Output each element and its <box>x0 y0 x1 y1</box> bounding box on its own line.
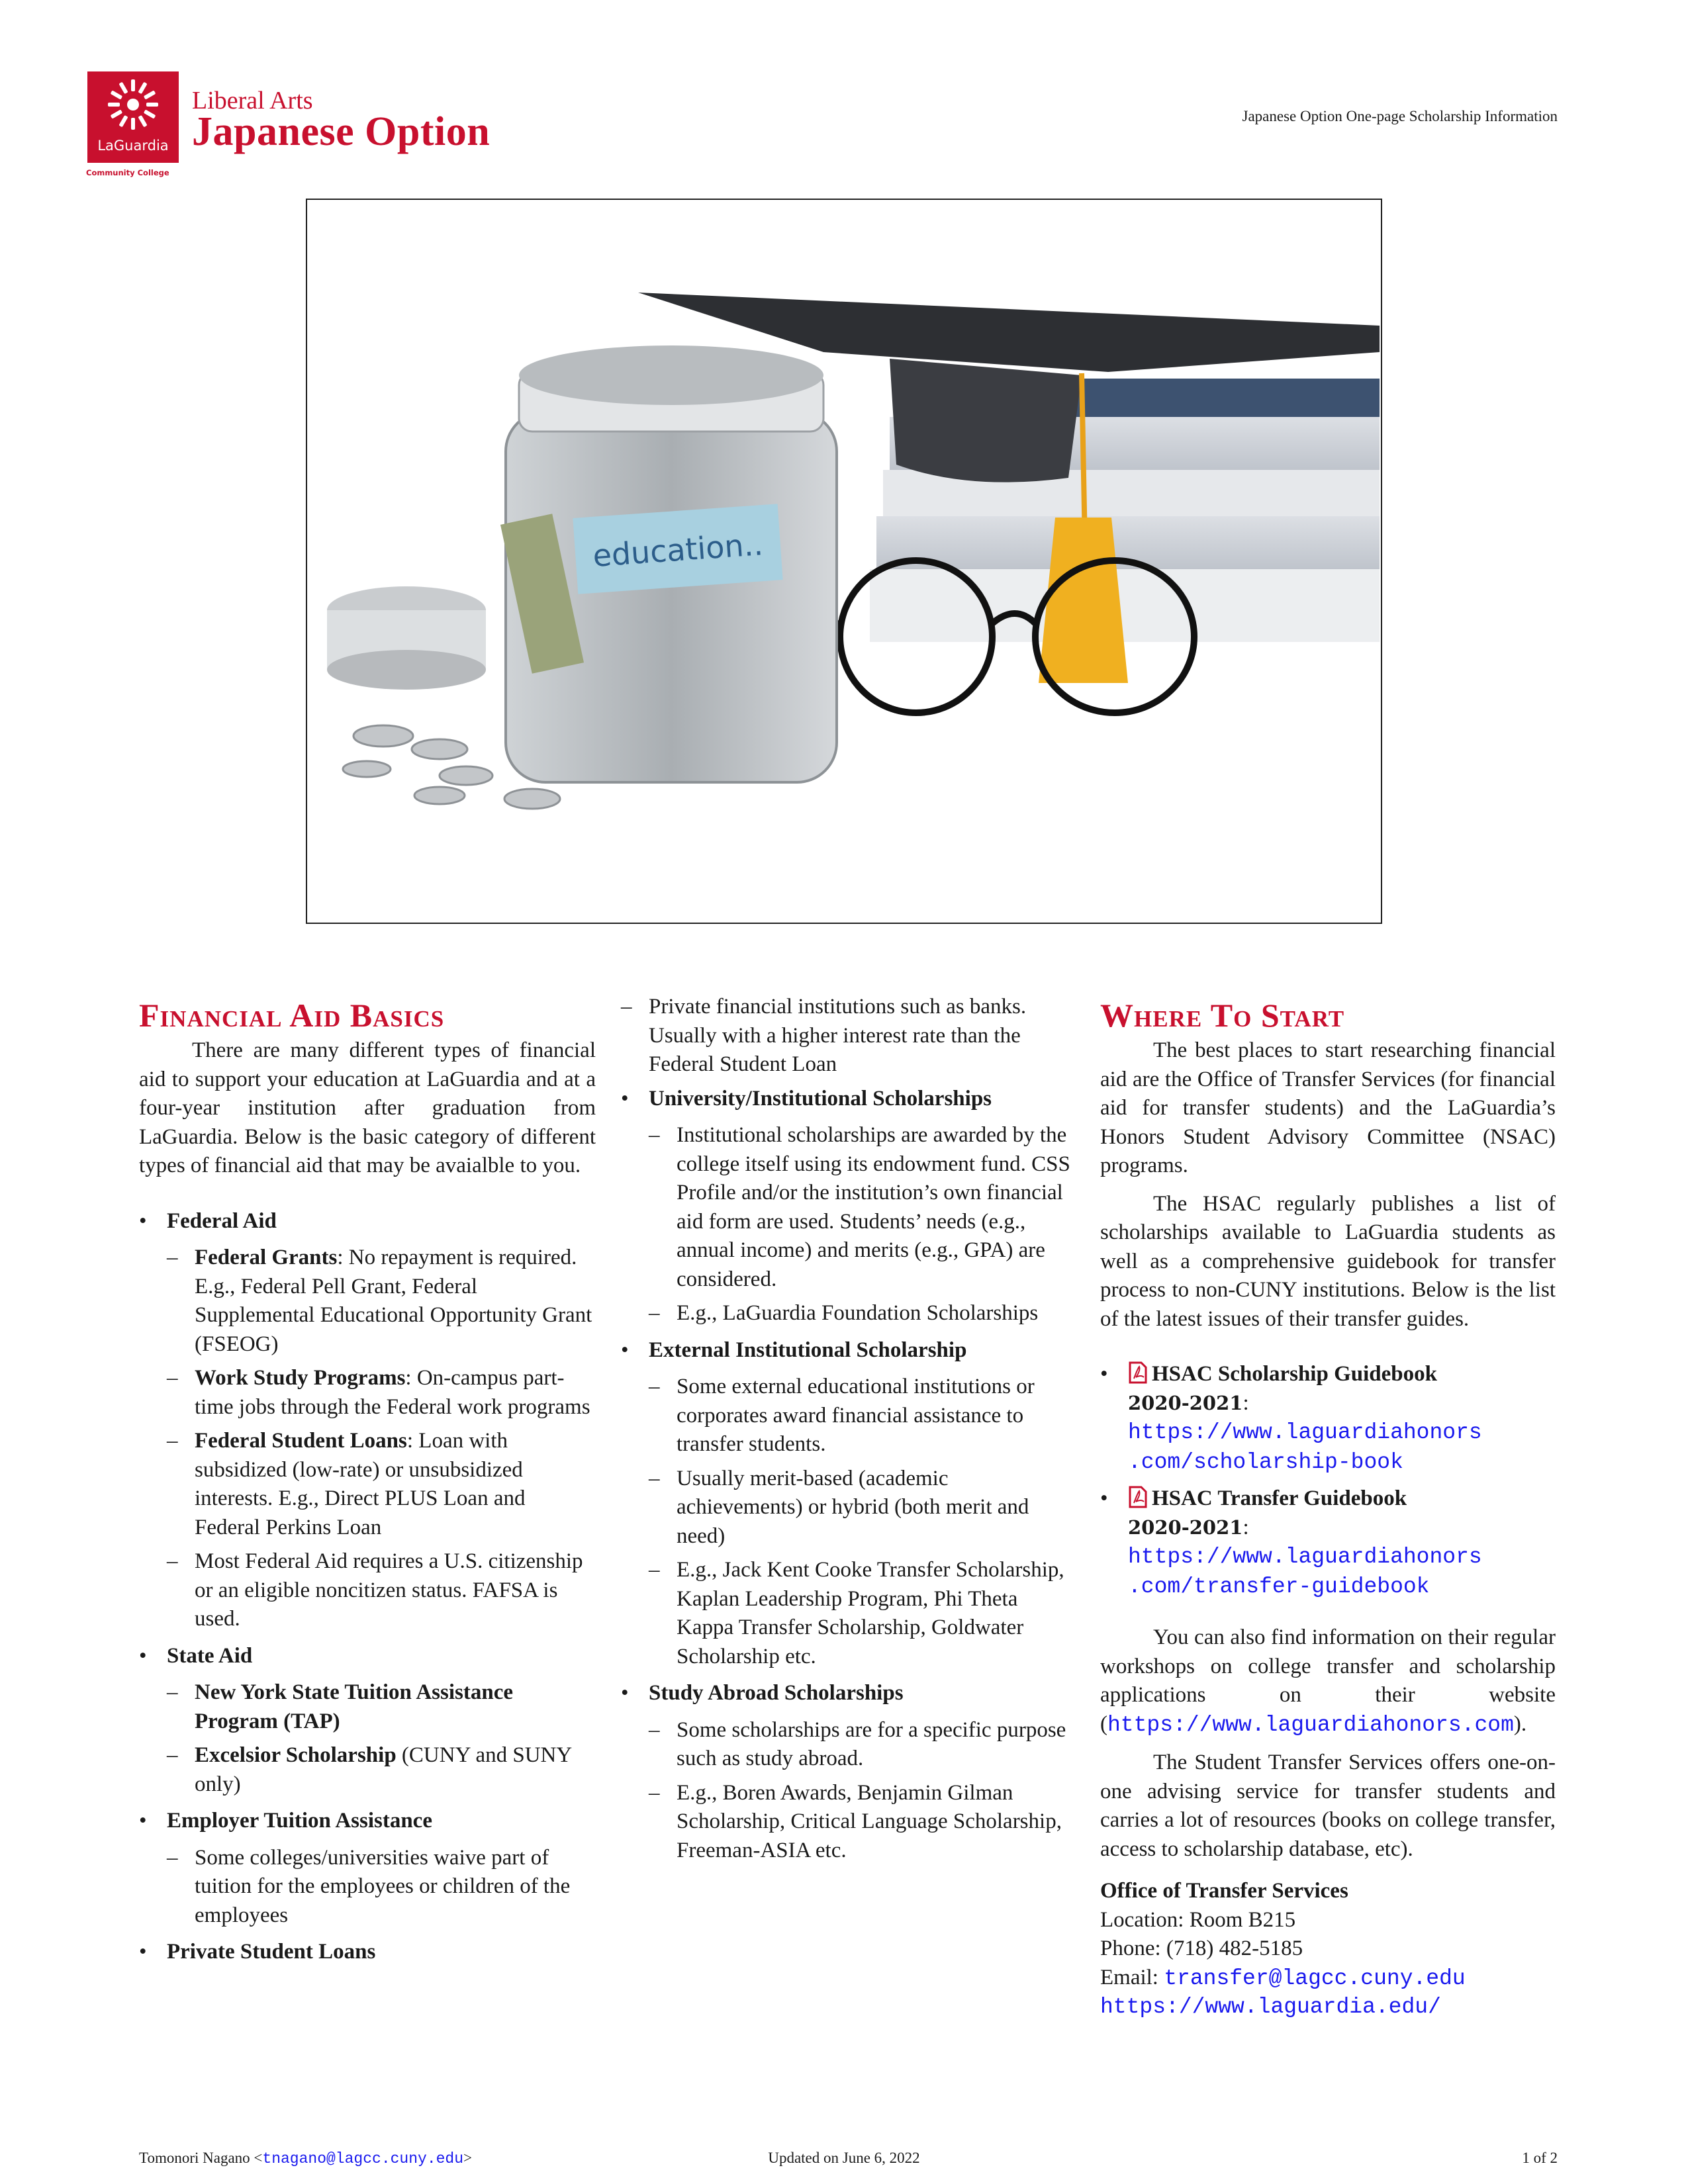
list-item: – Some colleges/universities waive part of tuition for the employees or children of the employees <box>167 1844 596 1931</box>
column-3 <box>1100 993 1556 2022</box>
office-title: Office of Transfer Services <box>1100 1879 1348 1903</box>
list-item: – Some scholarships are for a specific purpose such as study abroad. <box>649 1716 1078 1774</box>
list-item <box>167 1427 596 1542</box>
url-line-2[interactable]: .com/transfer-guidebook <box>1128 1574 1430 1599</box>
list-item: – E.g., Boren Awards, Benjamin Gilman Scholarship, Critical Language Scholarship, Freeman-ASIA etc. <box>649 1779 1078 1866</box>
list-item <box>167 1364 596 1422</box>
colon: : <box>1243 1390 1249 1415</box>
study-abroad-heading: Study Abroad Scholarships <box>649 1681 904 1705</box>
term-desc: : No repayment is required. E.g., Federal Pell Grant, Federal Supplemental Educational Opportunity Grant (FSEOG) <box>195 1246 592 1356</box>
term-label: New York State Tuition Assistance Program (TAP) <box>195 1680 513 1733</box>
education-photo <box>306 199 1382 924</box>
external-heading: External Institutional Scholarship <box>649 1338 967 1362</box>
guidebook-year: 2020-2021 <box>1128 1516 1243 1539</box>
honors-website-link[interactable]: https://www.laguardiahonors.com <box>1107 1712 1514 1737</box>
transfer-guidebook-link[interactable] <box>1128 1542 1556 1601</box>
financial-aid-heading: Financial Aid Basics <box>139 997 445 1034</box>
guidebook-title: HSAC Scholarship Guidebook <box>1152 1362 1437 1386</box>
guidebook-title: HSAC Transfer Guidebook <box>1152 1486 1407 1510</box>
author-email-link[interactable]: tnagano@lagcc.cuny.edu <box>262 2150 464 2167</box>
footer-updated: Updated on June 6, 2022 <box>768 2150 920 2166</box>
where-to-start-p4: The Student Transfer Services offers one-on-one advising service for transfer students and carries a lot of resources (books on college transfer, access to scholarship database, etc). <box>1100 1751 1556 1861</box>
list-item-study-abroad <box>621 1679 1078 1865</box>
university-heading: University/Institutional Scholarships <box>649 1086 992 1111</box>
laguardia-logo <box>87 71 179 193</box>
pdf-icon <box>1128 1361 1148 1384</box>
p3-end: ). <box>1513 1711 1527 1736</box>
where-to-start-p1: The best places to start researching financial aid are the Office of Transfer Services (for financial aid for transfer students) and the LaGuardia’s Honors Student Advisory Committee (NSAC) programs. <box>1100 1038 1556 1177</box>
aid-list <box>139 1207 596 1967</box>
list-item: – Institutional scholarships are awarded by the college itself using its endowment fund. CSS Profile and/or the institution’s own financial aid form are used. Students’ needs (e.g., annual income) and merits (e.g., GPA) are considered. <box>649 1121 1078 1294</box>
office-email-row <box>1100 1964 1556 1993</box>
term-label: Federal Grants <box>195 1246 338 1269</box>
term-desc: : On-campus part-time jobs through the Federal work programs <box>195 1366 590 1419</box>
author-name: Tomonori Nagano < <box>139 2150 263 2166</box>
guidebook-item <box>1100 1360 1556 1477</box>
logo-name: LaGuardia <box>97 138 169 154</box>
jar-lid <box>327 586 486 690</box>
scholarship-list <box>621 1085 1078 1866</box>
list-item <box>167 1244 596 1359</box>
colon: : <box>1243 1515 1249 1539</box>
program-subtitle: Liberal Arts <box>192 87 313 114</box>
logo-badge <box>87 71 179 163</box>
p3-text: You can also find information on their regular workshops on college transfer and scholarship applications on their website ( <box>1100 1625 1556 1736</box>
url-line-2[interactable]: .com/scholarship-book <box>1128 1449 1403 1475</box>
pdf-icon <box>1128 1486 1148 1508</box>
author-end: > <box>463 2150 473 2166</box>
term-desc: : Loan with subsidized (low-rate) or unsubsidized interests. E.g., Direct PLUS Loan and Federal Perkins Loan <box>195 1429 526 1539</box>
where-to-start-p2: The HSAC regularly publishes a list of scholarships available to LaGuardia students as well as a comprehensive guidebook for transfer process to non-CUNY institutions. Below is the list of the latest issues of their transfer guides. <box>1100 1191 1556 1331</box>
employer-heading: Employer Tuition Assistance <box>167 1809 432 1833</box>
guidebook-list <box>1100 1360 1556 1601</box>
term-desc: (CUNY and SUNY only) <box>195 1743 571 1796</box>
list-item: – Some external educational institutions or corporates award financial assistance to transfer students. <box>649 1373 1078 1459</box>
where-to-start-heading: Where To Start <box>1100 997 1345 1034</box>
coin-jar-graduation-illustration <box>307 200 1382 924</box>
private-loans-heading: Private Student Loans <box>167 1940 376 1964</box>
list-item-federal-aid <box>139 1207 596 1634</box>
guidebook-item <box>1100 1484 1556 1601</box>
logo-subtitle: Community College <box>86 168 169 177</box>
private-loans-sublist <box>621 993 1078 1079</box>
financial-aid-intro: There are many different types of financial aid to support your education at LaGuardia and at a four-year institution after graduation from LaGuardia. Below is the basic category of different types of financial aid that may be avaialble to you. <box>139 1038 596 1177</box>
list-item: – Private financial institutions such as banks. Usually with a higher interest rate than the Federal Student Loan <box>621 993 1078 1079</box>
coin-jar <box>500 345 837 782</box>
where-to-start-p3 <box>1100 1623 1556 1739</box>
logo-star-icon <box>87 71 179 138</box>
federal-aid-heading: Federal Aid <box>167 1208 277 1233</box>
list-item <box>167 1741 596 1799</box>
list-item: – E.g., Jack Kent Cooke Transfer Scholarship, Kaplan Leadership Program, Phi Theta Kappa Transfer Scholarship, Goldwater Scholarship etc. <box>649 1556 1078 1671</box>
list-item-employer <box>139 1807 596 1930</box>
term-label: Excelsior Scholarship <box>195 1743 397 1767</box>
email-label: Email: <box>1100 1965 1164 1989</box>
list-item-private-loans <box>139 1938 596 1967</box>
list-item <box>167 1678 596 1736</box>
page-number: 1 of 2 <box>1522 2150 1558 2166</box>
program-title: Japanese Option <box>192 109 491 154</box>
column-2 <box>621 993 1078 1873</box>
scholarship-guidebook-link[interactable] <box>1128 1418 1556 1477</box>
list-item: – Usually merit-based (academic achievements) or hybrid (both merit and need) <box>649 1465 1078 1551</box>
office-location: Location: Room B215 <box>1100 1907 1296 1932</box>
term-label: Work Study Programs <box>195 1366 406 1390</box>
office-phone: Phone: (718) 482-5185 <box>1100 1936 1303 1960</box>
list-item-university <box>621 1085 1078 1328</box>
state-aid-heading: State Aid <box>167 1643 253 1668</box>
jar-label: education.. <box>591 526 765 574</box>
list-item-external <box>621 1336 1078 1672</box>
url-line-1[interactable]: https://www.laguardiahonors <box>1128 1420 1482 1445</box>
url-line-1[interactable]: https://www.laguardiahonors <box>1128 1545 1482 1569</box>
office-email-link[interactable]: transfer@lagcc.cuny.edu <box>1164 1966 1466 1991</box>
column-1 <box>139 993 596 1975</box>
term-label: Federal Student Loans <box>195 1429 407 1453</box>
office-website-link[interactable]: https://www.laguardia.edu/ <box>1100 1995 1441 2019</box>
guidebook-year: 2020-2021 <box>1128 1391 1243 1414</box>
list-item-state-aid <box>139 1642 596 1799</box>
document-label: Japanese Option One-page Scholarship Information <box>1242 108 1558 124</box>
list-item: – E.g., LaGuardia Foundation Scholarships <box>649 1299 1078 1328</box>
list-item: – Most Federal Aid requires a U.S. citizenship or an eligible noncitizen status. FAFSA is used. <box>167 1547 596 1634</box>
